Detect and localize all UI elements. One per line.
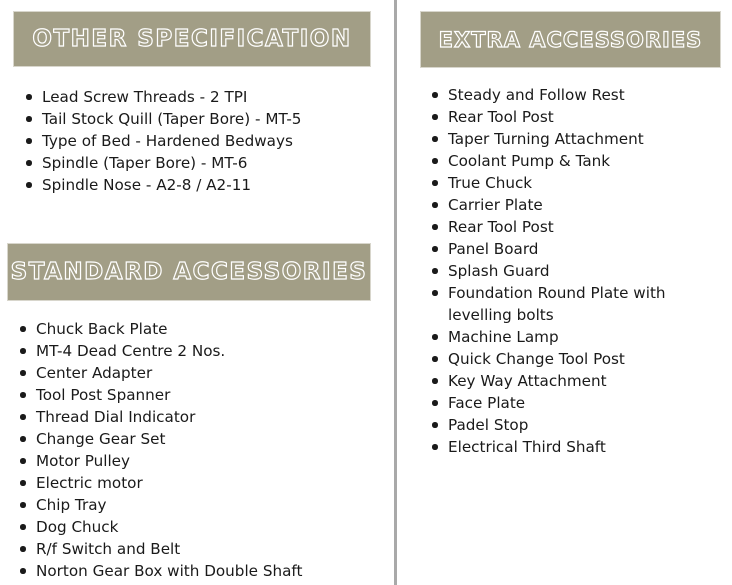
list-item: Norton Gear Box with Double Shaft <box>18 560 302 582</box>
list-item: Carrier Plate <box>430 194 688 216</box>
extra-accessories-title: EXTRA ACCESSORIES <box>438 27 703 52</box>
list-item: Quick Change Tool Post <box>430 348 688 370</box>
list-item: Dog Chuck <box>18 516 302 538</box>
list-item: Face Plate <box>430 392 688 414</box>
list-item: True Chuck <box>430 172 688 194</box>
list-item: Padel Stop <box>430 414 688 436</box>
list-item: Coolant Pump & Tank <box>430 150 688 172</box>
column-divider <box>394 0 397 585</box>
list-item: Chip Tray <box>18 494 302 516</box>
list-item: Taper Turning Attachment <box>430 128 688 150</box>
list-item: Electric motor <box>18 472 302 494</box>
extra-accessories-banner <box>420 11 721 68</box>
list-item: Panel Board <box>430 238 688 260</box>
list-item: Steady and Follow Rest <box>430 84 688 106</box>
list-item: Spindle (Taper Bore) - MT-6 <box>24 152 301 174</box>
list-item: Motor Pulley <box>18 450 302 472</box>
other-specification-title: OTHER SPECIFICATION <box>32 26 352 52</box>
list-item: Electrical Third Shaft <box>430 436 688 458</box>
standard-accessories-title: STANDARD ACCESSORIES <box>10 259 368 285</box>
list-item: Chuck Back Plate <box>18 318 302 340</box>
list-item: Rear Tool Post <box>430 106 688 128</box>
list-item: Lead Screw Threads - 2 TPI <box>24 86 301 108</box>
list-item: MT-4 Dead Centre 2 Nos. <box>18 340 302 362</box>
standard-accessories-list <box>18 318 302 582</box>
list-item: Spindle Nose - A2-8 / A2-11 <box>24 174 301 196</box>
extra-accessories-list <box>430 84 688 458</box>
list-item: Foundation Round Plate with levelling bolts <box>430 282 688 326</box>
list-item: Key Way Attachment <box>430 370 688 392</box>
other-specification-list <box>24 86 301 196</box>
list-item: Tool Post Spanner <box>18 384 302 406</box>
list-item: Center Adapter <box>18 362 302 384</box>
list-item: Tail Stock Quill (Taper Bore) - MT-5 <box>24 108 301 130</box>
other-specification-banner <box>13 11 371 67</box>
list-item: Rear Tool Post <box>430 216 688 238</box>
list-item: R/f Switch and Belt <box>18 538 302 560</box>
standard-accessories-banner <box>7 243 371 301</box>
list-item: Type of Bed - Hardened Bedways <box>24 130 301 152</box>
list-item: Thread Dial Indicator <box>18 406 302 428</box>
list-item: Machine Lamp <box>430 326 688 348</box>
list-item: Splash Guard <box>430 260 688 282</box>
list-item: Change Gear Set <box>18 428 302 450</box>
